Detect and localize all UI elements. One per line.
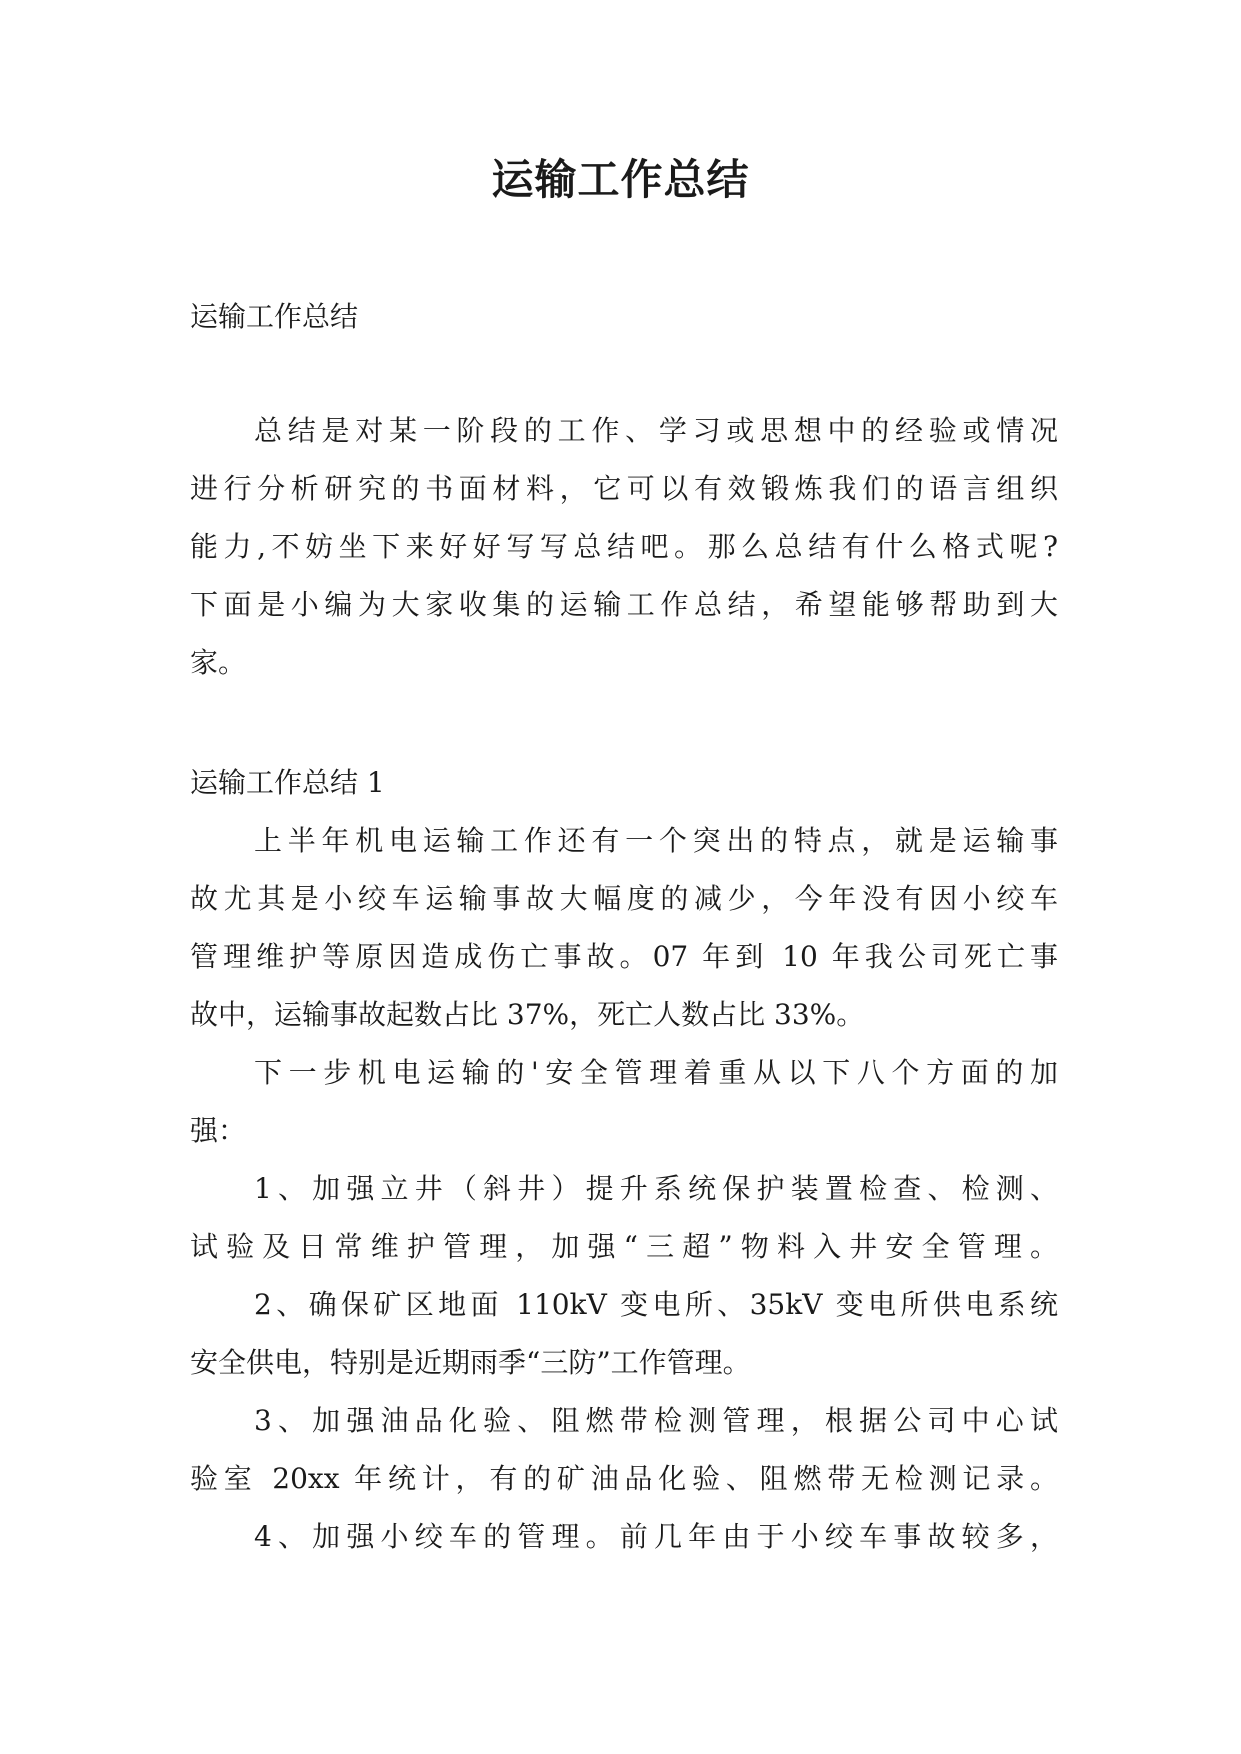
paragraph-line: 下面是小编为大家收集的运输工作总结，希望能够帮助到大 bbox=[190, 588, 1058, 621]
paragraph-line: 上半年机电运输工作还有一个突出的特点，就是运输事 bbox=[254, 824, 1058, 857]
intro-paragraph bbox=[190, 402, 1058, 692]
paragraph-line: 安全供电，特别是近期雨季“三防”工作管理。 bbox=[190, 1346, 751, 1379]
paragraph-line: 故中，运输事故起数占比 37%，死亡人数占比 33%。 bbox=[190, 998, 865, 1031]
paragraph-line: 总结是对某一阶段的工作、学习或思想中的经验或情况 bbox=[254, 414, 1058, 447]
section-body bbox=[190, 812, 1058, 1566]
paragraph-line: 管理维护等原因造成伤亡事故。07 年到 10 年我公司死亡事 bbox=[190, 940, 1058, 973]
document-body bbox=[190, 288, 1058, 1566]
list-item-1: 1、加强立井（斜井）提升系统保护装置检查、检测、 bbox=[254, 1172, 1058, 1205]
paragraph-line: 下一步机电运输的'安全管理着重从以下八个方面的加 bbox=[254, 1056, 1058, 1089]
paragraph-line: 验室 20xx 年统计，有的矿油品化验、阻燃带无检测记录。 bbox=[190, 1462, 1058, 1495]
paragraph-line: 故尤其是小绞车运输事故大幅度的减少，今年没有因小绞车 bbox=[190, 882, 1058, 915]
document-title: 运输工作总结 bbox=[491, 155, 750, 204]
list-item-3: 3、加强油品化验、阻燃带检测管理，根据公司中心试 bbox=[254, 1404, 1058, 1437]
paragraph-line: 试验及日常维护管理，加强“三超”物料入井安全管理。 bbox=[190, 1230, 1058, 1263]
paragraph-line: 能力,不妨坐下来好好写写总结吧。那么总结有什么格式呢? bbox=[190, 530, 1058, 563]
spacer bbox=[190, 346, 1058, 402]
list-item-4: 4、加强小绞车的管理。前几年由于小绞车事故较多， bbox=[254, 1520, 1058, 1553]
spacer bbox=[190, 692, 1058, 754]
subtitle: 运输工作总结 bbox=[190, 300, 359, 333]
paragraph-line: 进行分析研究的书面材料，它可以有效锻炼我们的语言组织 bbox=[190, 472, 1058, 505]
paragraph-line: 家。 bbox=[190, 646, 247, 679]
section-heading: 运输工作总结 1 bbox=[190, 766, 385, 799]
list-item-2: 2、确保矿区地面 110kV 变电所、35kV 变电所供电系统 bbox=[254, 1288, 1058, 1321]
paragraph-line: 强： bbox=[190, 1114, 247, 1147]
